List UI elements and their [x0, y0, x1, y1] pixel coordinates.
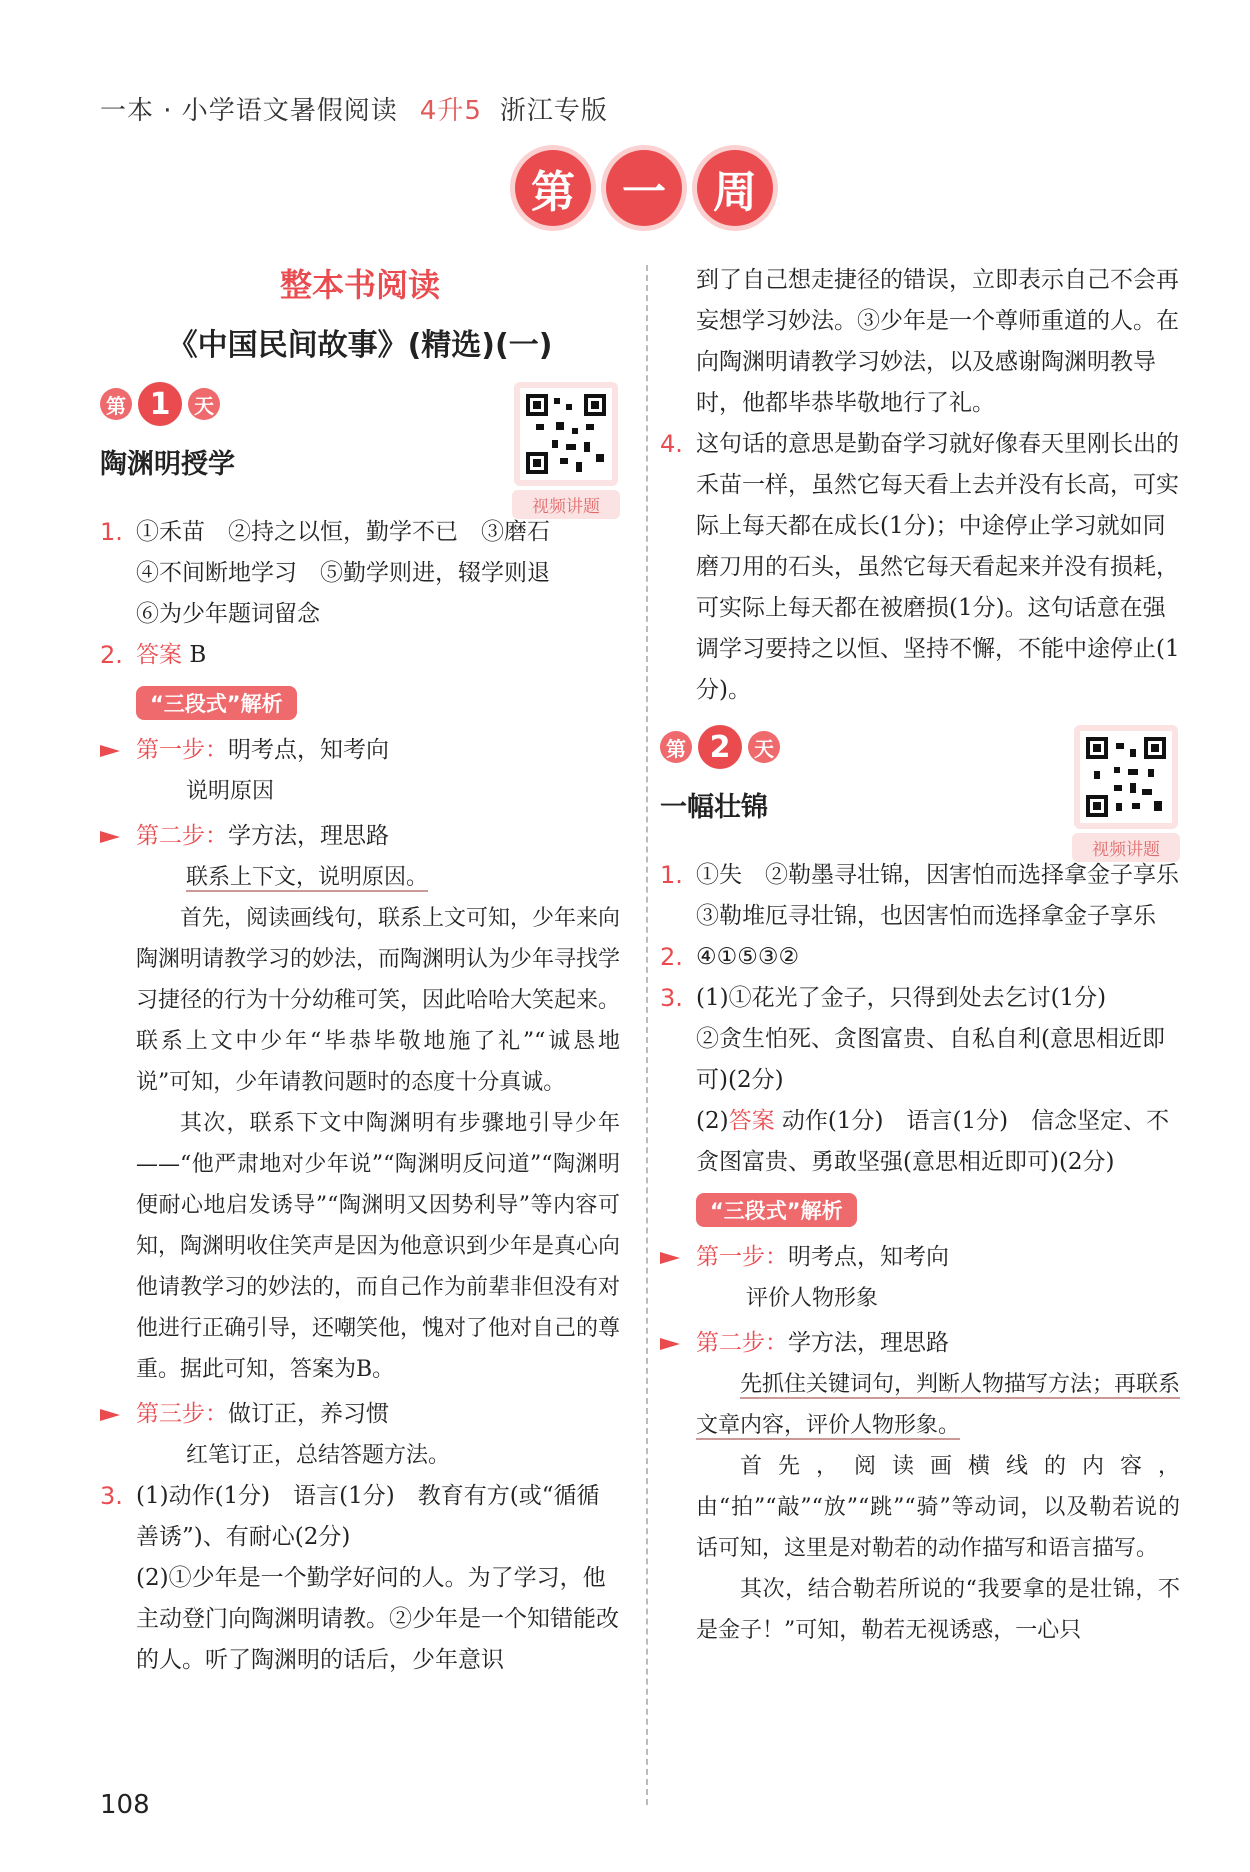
d2-q2 — [660, 937, 1180, 978]
q1-line-2: ④不间断地学习 ⑤勤学则进，辍学则退 — [136, 560, 550, 586]
d2-q1-number: 1. — [660, 861, 683, 889]
d2-step-1 — [660, 1237, 1180, 1278]
edition-label: 浙江专版 — [499, 96, 608, 126]
series-title: 一本 · 小学语文暑假阅读 — [100, 96, 398, 126]
week-char-3: 周 — [697, 150, 773, 226]
analysis-para-1: 首先，阅读画线句，联系上文可知，少年来向陶渊明请教学习的妙法，而陶渊明认为少年寻找学习捷径的行为十分幼稚可笑，因此哈哈大笑起来。联系上文中少年“毕恭毕敬地施了礼”“诚恳地说”可知，少年请教问题时的态度十分真诚。 — [136, 906, 621, 1095]
d2-step-1-label: 第一步： — [696, 1244, 788, 1270]
page-number: 108 — [100, 1790, 150, 1820]
d2-step-2 — [660, 1323, 1180, 1364]
step-2-text — [100, 857, 620, 898]
grade-label: 4升5 — [419, 96, 482, 126]
step-1-title: 明考点，知考向 — [228, 737, 389, 763]
d2-q3-part-2: ②贪生怕死、贪图富贵、自私自利(意思相近即可)(2分) — [696, 1026, 1165, 1093]
d2-analysis-para-1: 首先，阅读画横线的内容，由“拍”“敲”“放”“跳”“骑”等动词，以及勒若说的话可知，这里是对勒若的动作描写和语言描写。 — [696, 1454, 1180, 1561]
day-suffix: 天 — [188, 388, 220, 420]
d2-q3-number: 3. — [660, 984, 683, 1012]
day-number: 2 — [698, 725, 742, 769]
lesson-title: 一幅壮锦 — [660, 792, 768, 823]
d2-q3-part-3-prefix: (2) — [696, 1108, 729, 1134]
arrow-icon — [660, 1252, 680, 1264]
step-2-underlined: 联系上下文，说明原因。 — [186, 865, 429, 890]
qr-label: 视频讲题 — [512, 490, 620, 519]
q1-line-3: ⑥为少年题词留念 — [136, 601, 320, 627]
d2-q3 — [660, 978, 1180, 1183]
q4-text: 这句话的意思是勤奋学习就好像春天里刚长出的禾苗一样，虽然它每天看上去并没有长高，可实际上每天都在成长(1分)；中途停止学习就如同磨刀用的石头，虽然它每天看起来并没有损耗，可实际上每天都在被磨损(1分)。这句话意在强调学习要持之以恒、坚持不懈，不能中途停止(1分)。 — [696, 431, 1180, 703]
step-1 — [100, 730, 620, 771]
d2-q3-part-3 — [696, 1101, 1180, 1183]
d2-q2-number: 2. — [660, 943, 683, 971]
day-prefix: 第 — [660, 731, 692, 763]
qr-label: 视频讲题 — [1072, 833, 1180, 862]
lesson-title: 陶渊明授学 — [100, 449, 235, 480]
d2-q3-part-1: (1)①花光了金子，只得到处去乞讨(1分) — [696, 985, 1107, 1011]
q2 — [100, 635, 620, 676]
d2-q1 — [660, 855, 1202, 937]
d2-step-2-underlined: 先抓住关键词句，判断人物描写方法；再联系文章内容，评价人物形象。 — [696, 1372, 1181, 1438]
day1-header — [100, 382, 620, 517]
column-divider — [646, 265, 648, 1805]
day-prefix: 第 — [100, 388, 132, 420]
d2-step-2-title: 学方法，理思路 — [788, 1330, 949, 1356]
q4-number: 4. — [660, 430, 683, 458]
d2-step-2-text — [660, 1364, 1180, 1446]
step-3-label: 第三步： — [136, 1401, 228, 1427]
day-suffix: 天 — [748, 731, 780, 763]
arrow-icon — [100, 1409, 120, 1421]
d2-step-1-title: 明考点，知考向 — [788, 1244, 949, 1270]
day-number: 1 — [138, 382, 182, 426]
analysis-para-2: 其次，联系下文中陶渊明有步骤地引导少年——“他严肃地对少年说”“陶渊明反问道”“陶渊明便耐心地启发诱导”“陶渊明又因势利导”等内容可知，陶渊明收住笑声是因为他意识到少年是真心向他请教学习的妙法的，而自己作为前辈非但没有对他进行正确引导，还嘲笑他，愧对了他对自己的尊重。据此可知，答案为B。 — [136, 1111, 621, 1382]
q3 — [100, 1476, 620, 1681]
day2-header — [660, 725, 1180, 860]
analysis-tag: “三段式”解析 — [136, 686, 297, 720]
week-char-1: 第 — [515, 150, 591, 226]
qr-image-icon — [1074, 725, 1178, 829]
running-header — [100, 90, 608, 127]
step-3 — [100, 1394, 620, 1435]
qr-code[interactable] — [512, 382, 620, 519]
q2-answer: B — [189, 642, 207, 668]
q2-number: 2. — [100, 641, 123, 669]
q1 — [100, 512, 620, 635]
q1-number: 1. — [100, 518, 123, 546]
answer-label: 答案 — [728, 1108, 775, 1134]
q4 — [660, 424, 1180, 711]
d2-step-2-label: 第二步： — [696, 1330, 788, 1356]
week-banner — [515, 150, 773, 226]
q3-number: 3. — [100, 1482, 123, 1510]
step-2-label: 第二步： — [136, 823, 228, 849]
q3-continued-text: 到了自己想走捷径的错误，立即表示自己不会再妄想学习妙法。③少年是一个尊师重道的人。在向陶渊明请教学习妙法，以及感谢陶渊明教导时，他都毕恭毕敬地行了礼。 — [696, 267, 1179, 416]
qr-code[interactable] — [1072, 725, 1180, 862]
step-1-text: 说明原因 — [186, 779, 275, 804]
d2-analysis-para-2: 其次，结合勒若所说的“我要拿的是壮锦，不是金子！”可知，勒若无视诱惑，一心只 — [696, 1577, 1180, 1643]
d2-q2-text: ④①⑤③② — [696, 944, 800, 970]
arrow-icon — [100, 831, 120, 843]
section-title: 整本书阅读 — [279, 266, 440, 304]
d2-q3-part-3-text: 动作(1分) 语言(1分) 信念坚定、不贪图富贵、勇敢坚强(意思相近即可)(2分) — [696, 1108, 1170, 1175]
step-2-title: 学方法，理思路 — [228, 823, 389, 849]
step-3-title: 做订正，养习惯 — [228, 1401, 389, 1427]
q3-part-1: (1)动作(1分) 语言(1分) 教育有方(或“循循善诱”)、有耐心(2分) — [136, 1483, 600, 1550]
analysis-tag: “三段式”解析 — [696, 1193, 857, 1227]
q3-part-2: (2)①少年是一个勤学好问的人。为了学习，他主动登门向陶渊明请教。②少年是一个知错能改的人。听了陶渊明的话后，少年意识 — [136, 1565, 619, 1673]
left-column — [100, 260, 620, 1681]
answer-label: 答案 — [136, 642, 182, 668]
d2-step-1-text: 评价人物形象 — [746, 1286, 879, 1311]
book-title: 《中国民间故事》(精选)(一) — [167, 328, 553, 363]
right-column — [660, 260, 1202, 1651]
step-1-label: 第一步： — [136, 737, 228, 763]
arrow-icon — [660, 1338, 680, 1350]
step-3-text: 红笔订正，总结答题方法。 — [186, 1443, 451, 1468]
arrow-icon — [100, 745, 120, 757]
week-char-2: 一 — [606, 150, 682, 226]
q3-continuation — [660, 260, 1180, 424]
step-2 — [100, 816, 620, 857]
qr-image-icon — [514, 382, 618, 486]
d2-q1-text: ①失 ②勒墨寻壮锦，因害怕而选择拿金子享乐 ③勒堆厄寻壮锦，也因害怕而选择拿金子享乐 — [696, 862, 1202, 929]
q1-line-1: ①禾苗 ②持之以恒，勤学不已 ③磨石 — [136, 519, 550, 545]
